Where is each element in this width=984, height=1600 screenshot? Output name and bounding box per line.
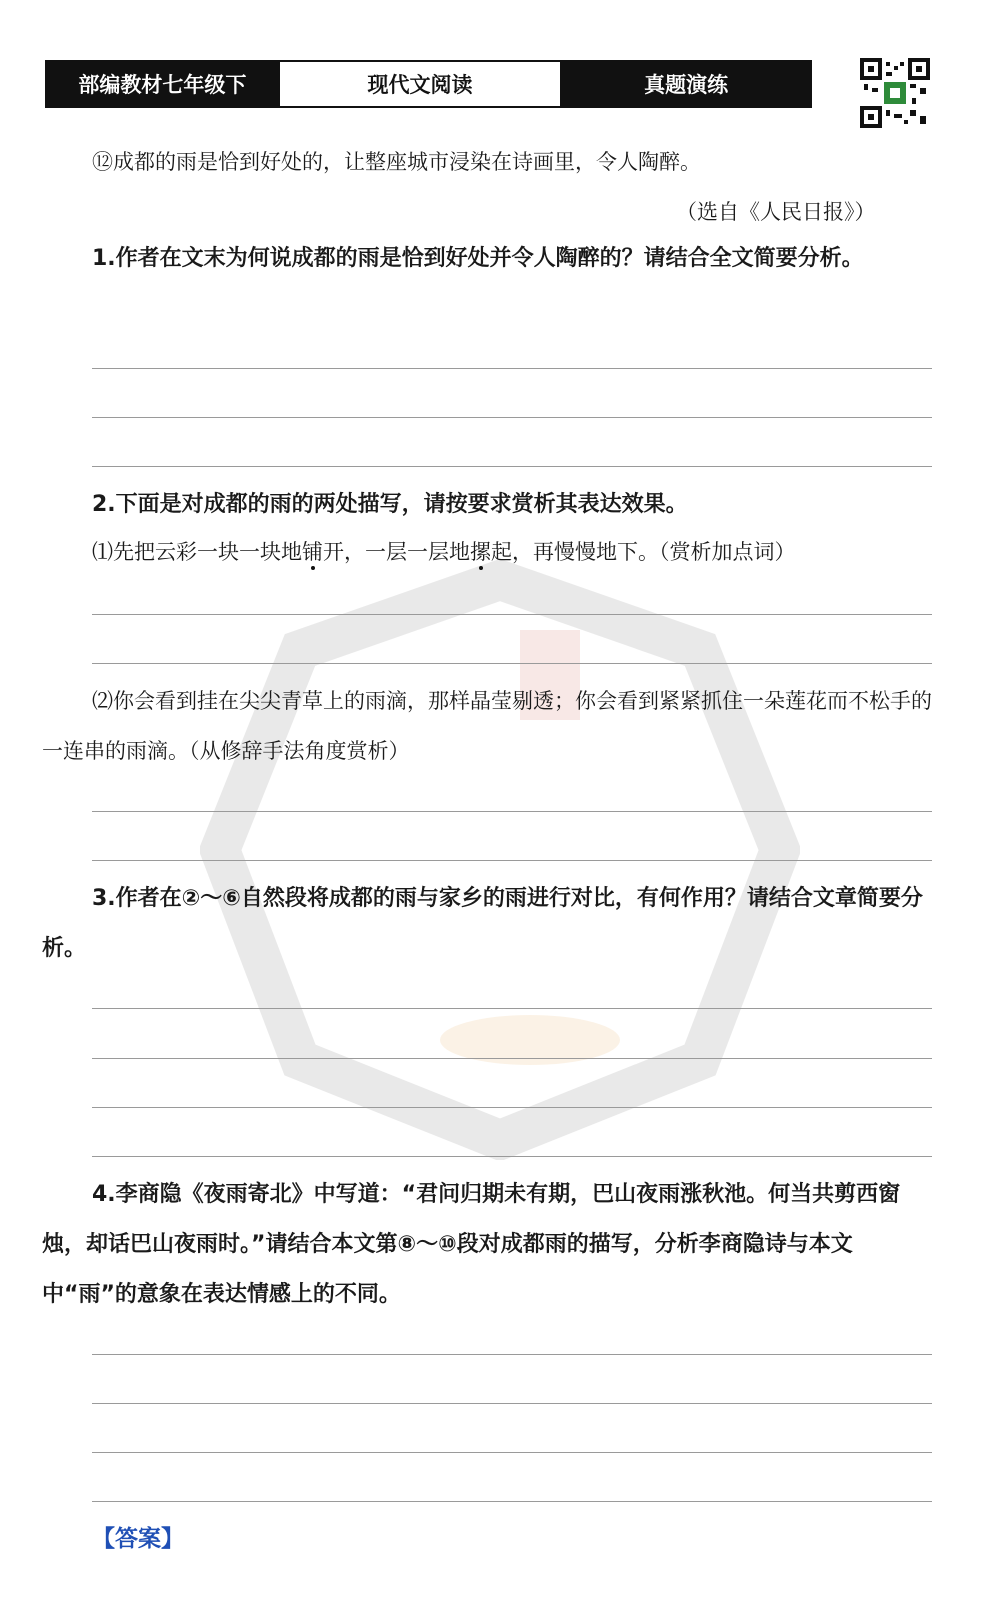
dotted-word-luo: 摞 [470, 540, 491, 564]
header-section: 真题演练 [562, 62, 810, 106]
answer-line[interactable] [92, 614, 932, 615]
answer-line[interactable] [92, 1354, 932, 1355]
header-bar [45, 60, 812, 108]
question-3: 3.作者在②～⑥自然段将成都的雨与家乡的雨进行对比，有何作用？请结合文章简要分析。 [42, 886, 923, 961]
qr-code-icon[interactable] [860, 58, 930, 128]
header-topic: 现代文阅读 [278, 62, 563, 106]
dotted-word-pu: 铺 [302, 540, 323, 564]
answer-line[interactable] [92, 1107, 932, 1108]
answer-line[interactable] [92, 1008, 932, 1009]
question-2: 2.下面是对成都的雨的两处描写，请按要求赏析其表达效果。 [92, 492, 688, 517]
answer-line[interactable] [92, 1452, 932, 1453]
answer-line[interactable] [92, 368, 932, 369]
answer-line[interactable] [92, 663, 932, 664]
q2-1-text: ⑴先把云彩一块一块地 [92, 540, 302, 564]
answer-line[interactable] [92, 466, 932, 467]
passage-source: （选自《人民日报》） [676, 200, 876, 224]
passage-paragraph-12: ⑫成都的雨是恰到好处的，让整座城市浸染在诗画里，令人陶醉。 [92, 150, 701, 174]
header-grade: 部编教材七年级下 [47, 62, 278, 106]
answer-line[interactable] [92, 1156, 932, 1157]
answer-line[interactable] [92, 811, 932, 812]
question-4: 4.李商隐《夜雨寄北》中写道：“君问归期未有期，巴山夜雨涨秋池。何当共剪西窗烛，却话巴山夜雨时。”请结合本文第⑧～⑩段对成都雨的描写，分析李商隐诗与本文中“雨”的意象在表达情感上的不同。 [42, 1182, 901, 1307]
answer-line[interactable] [92, 1403, 932, 1404]
question-2-part-1 [92, 536, 796, 566]
answer-line[interactable] [92, 417, 932, 418]
answer-line[interactable] [92, 1058, 932, 1059]
question-1: 1.作者在文末为何说成都的雨是恰到好处并令人陶醉的？请结合全文简要分析。 [92, 246, 864, 271]
q2-1-text: 起，再慢慢地下。（赏析加点词） [491, 540, 796, 564]
answer-line[interactable] [92, 860, 932, 861]
question-2-part-2: ⑵你会看到挂在尖尖青草上的雨滴，那样晶莹剔透；你会看到紧紧抓住一朵莲花而不松手的一连串的雨滴。（从修辞手法角度赏析） [42, 689, 932, 763]
answer-label: 【答案】 [92, 1526, 184, 1552]
q2-1-text: 开，一层一层地 [323, 540, 470, 564]
answer-line[interactable] [92, 1501, 932, 1502]
